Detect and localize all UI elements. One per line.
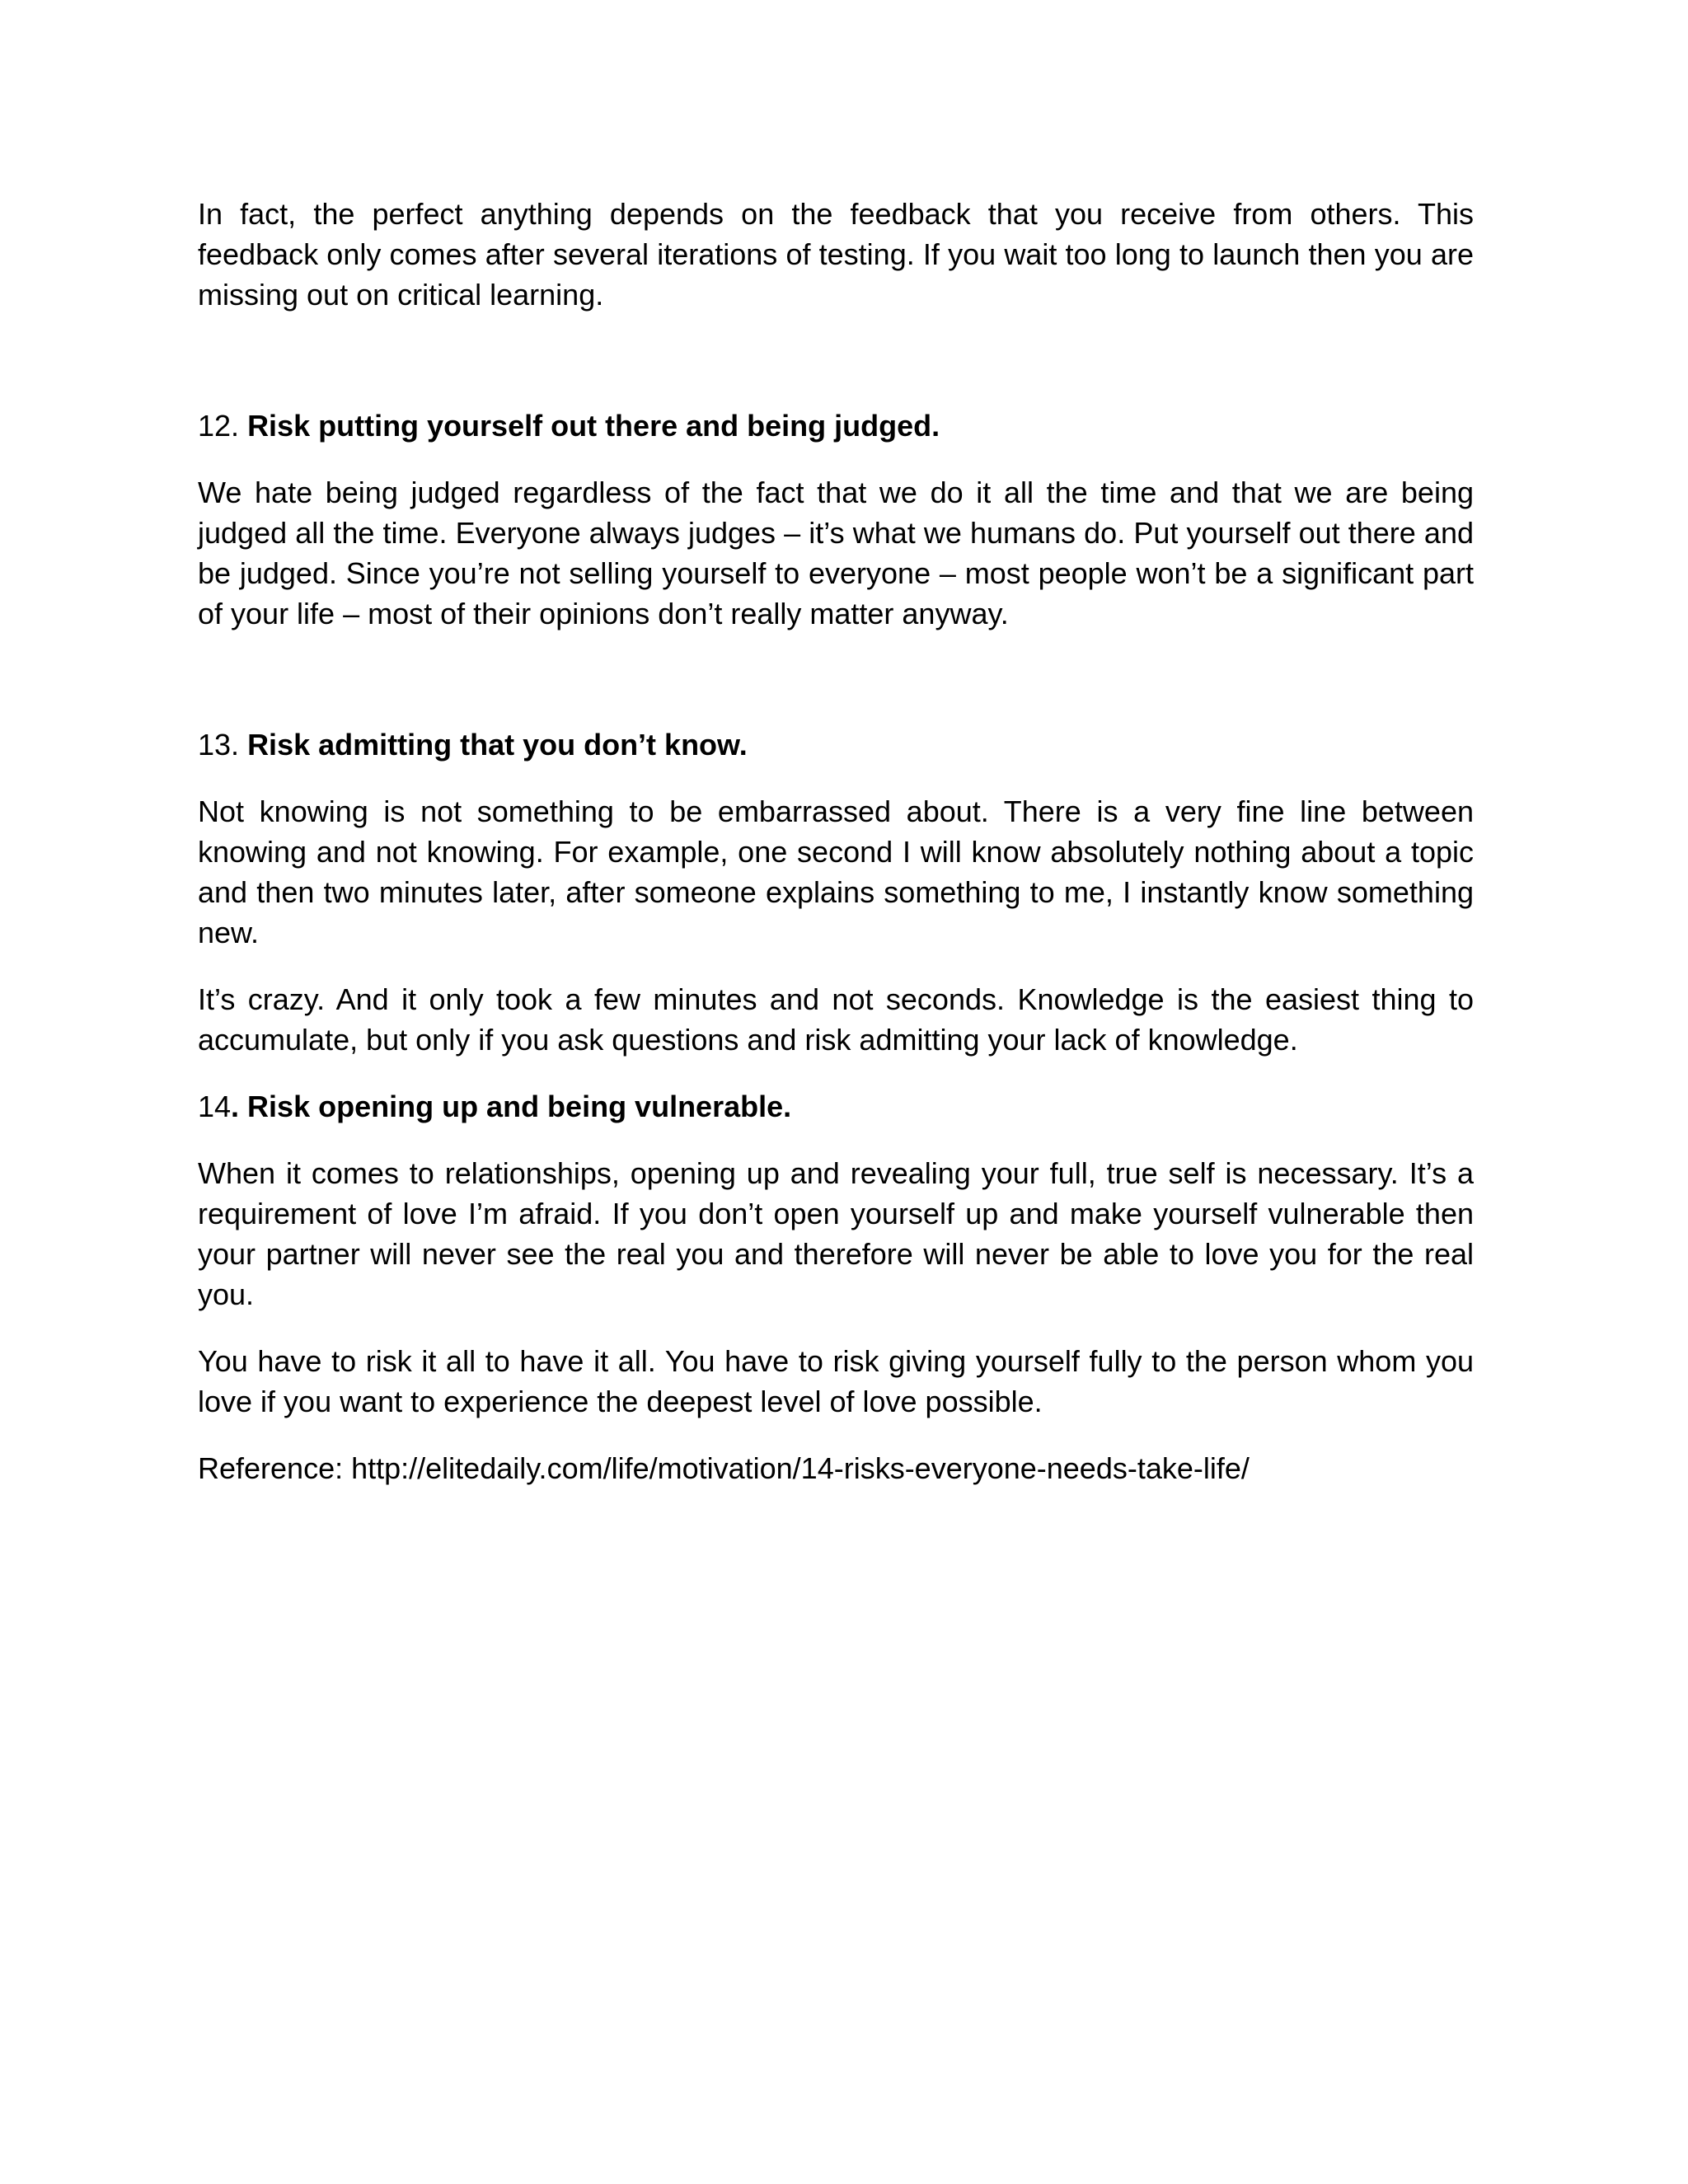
section-title: Risk admitting that you don’t know. [247, 728, 748, 762]
section-14-paragraph-1: When it comes to relationships, opening up and revealing your full, true self is necessary. It’s a requirement of love I’m afraid. If you don’t open yourself up and make yourself vulnerable then your partner will never see the real you and therefore will never be able to love you for the real you. [198, 1156, 1474, 1311]
section-title: . Risk opening up and being vulnerable. [231, 1090, 792, 1123]
section-title: Risk putting yourself out there and being judged. [247, 409, 940, 443]
section-number: 12. [198, 409, 240, 443]
section-14-paragraph-2: You have to risk it all to have it all. You have to risk giving yourself fully to the person whom you love if you want to experience the deepest level of love possible. [198, 1344, 1474, 1418]
section-12-heading [198, 405, 1474, 446]
section-14-heading [198, 1086, 1474, 1127]
section-13-paragraph-1: Not knowing is not something to be embarrassed about. There is a very fine line between knowing and not knowing. For example, one second I will know absolutely nothing about a topic and then two minutes later, after someone explains something to me, I instantly know something new. [198, 794, 1474, 949]
section-number: 14 [198, 1090, 232, 1123]
section-number: 13. [198, 728, 240, 762]
reference-link[interactable]: Reference: http://elitedaily.com/life/motivation/14-risks-everyone-needs-take-life/ [198, 1451, 1250, 1485]
section-13-heading [198, 724, 1474, 765]
intro-paragraph: In fact, the perfect anything depends on the feedback that you receive from others. This feedback only comes after several iterations of testing. If you wait too long to launch then you are missing out on critical learning. [198, 197, 1474, 312]
document-body [198, 194, 1474, 1488]
section-13-paragraph-2: It’s crazy. And it only took a few minutes and not seconds. Knowledge is the easiest thing to accumulate, but only if you ask questions and risk admitting your lack of knowledge. [198, 982, 1474, 1057]
section-12-paragraph-1: We hate being judged regardless of the fact that we do it all the time and that we are being judged all the time. Everyone always judges – it’s what we humans do. Put yourself out there and be judged. Since you’re not selling yourself to everyone – most people won’t be a significant part of your life – most of their opinions don’t really matter anyway. [198, 476, 1474, 630]
